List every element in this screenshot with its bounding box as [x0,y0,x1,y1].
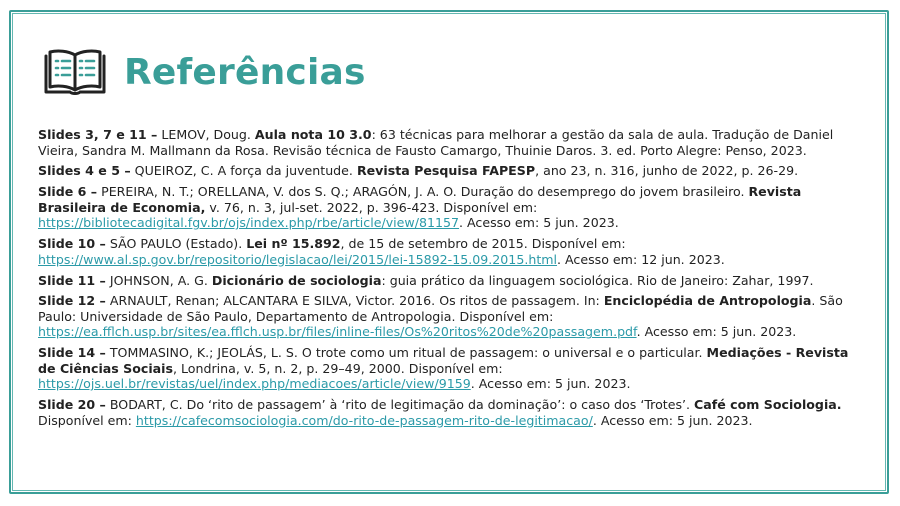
open-book-icon [44,47,106,97]
reference-item [38,184,868,231]
reference-work-title: Mediações - Revista de Ciências Sociais [38,345,849,376]
reference-link[interactable]: https://bibliotecadigital.fgv.br/ojs/index.php/rbe/article/view/81157 [38,215,460,231]
reference-slide-label: Slide 11 – [38,272,106,288]
reference-item [38,127,868,158]
reference-text: . São Paulo: Universidade de São Paulo, Departamento de Antropologia. Disponível em: [38,293,843,324]
reference-slide-label: Slide 12 – [38,293,106,309]
reference-work-title: Revista Pesquisa FAPESP [356,163,536,179]
reference-text: : guia prático da linguagem sociológica. Rio de Janeiro: Zahar, 1997. [381,272,814,288]
reference-work-title: Revista Brasileira de Economia, [38,184,802,215]
reference-text: ARNAULT, Renan; ALCANTARA E SILVA, Victor. 2016. Os ritos de passagem. In: [105,293,604,309]
reference-slide-label: Slides 3, 7 e 11 – [38,127,158,142]
reference-slide-label: Slides 4 e 5 – [38,163,131,179]
header [44,44,366,100]
reference-link[interactable]: https://ea.fflch.usp.br/sites/ea.fflch.usp.br/files/inline-files/Os%20ritos%20de%20passagem.pdf [38,324,637,340]
reference-item [38,236,868,267]
reference-access-date: . Acesso em: 12 jun. 2023. [557,251,725,267]
reference-item [38,273,868,289]
reference-link[interactable]: https://www.al.sp.gov.br/repositorio/legislacao/lei/2015/lei-15892-15.09.2015.html [38,251,558,267]
reference-slide-label: Slide 14 – [38,345,106,361]
reference-work-title: Dicionário de sociologia [211,272,382,288]
reference-item [38,345,868,392]
reference-slide-label: Slide 6 – [38,184,98,200]
reference-text: Disponível em: [38,412,136,428]
reference-access-date: . Acesso em: 5 jun. 2023. [636,324,797,340]
reference-text: : 63 técnicas para melhorar a gestão da sala de aula. Tradução de Daniel Vieira, Sandra M. Mallmann da Rosa. Revisão técnica de Fausto Camargo, Thuinie Daros. 3. ed. Porto Alegre: Penso, 2023. [38,127,834,158]
reference-text: , Londrina, v. 5, n. 2, p. 29–49, 2000. Disponível em: [172,360,503,376]
reference-work-title: Café com Sociologia. [694,397,842,413]
reference-link[interactable]: https://ojs.uel.br/revistas/uel/index.php/mediacoes/article/view/9159 [38,376,471,392]
reference-text: v. 76, n. 3, jul-set. 2022, p. 396-423. Disponível em: [205,199,538,215]
reference-text: SÃO PAULO (Estado). [105,236,247,252]
reference-text: QUEIROZ, C. A força da juventude. [130,163,357,179]
reference-text: PEREIRA, N. T.; ORELLANA, V. dos S. Q.; ARAGÓN, J. A. O. Duração do desemprego do jovem brasileiro. [97,184,749,200]
reference-text: LEMOV, Doug. [157,127,255,142]
reference-slide-label: Slide 10 – [38,236,106,252]
reference-access-date: . Acesso em: 5 jun. 2023. [592,412,753,428]
reference-access-date: . Acesso em: 5 jun. 2023. [459,215,619,231]
reference-work-title: Lei nº 15.892 [246,236,341,252]
reference-text: BODART, C. Do ‘rito de passagem’ à ‘rito de legitimação da dominação’: o caso dos ‘Trotes’. [105,397,695,413]
page-title: Referências [124,51,366,93]
reference-link[interactable]: https://cafecomsociologia.com/do-rito-de-passagem-rito-de-legitimacao/ [135,412,593,428]
reference-text: TOMMASINO, K.; JEOLÁS, L. S. O trote como um ritual de passagem: o universal e o particular. [105,345,707,361]
reference-work-title: Enciclopédia de Antropologia [603,293,812,309]
reference-item [38,397,868,428]
reference-text: , ano 23, n. 316, junho de 2022, p. 26-29. [535,163,799,179]
reference-item [38,163,868,179]
references-list [38,127,868,434]
reference-slide-label: Slide 20 – [38,397,106,413]
reference-item [38,293,868,340]
reference-text: , de 15 de setembro de 2015. Disponível em: [340,236,626,252]
reference-access-date: . Acesso em: 5 jun. 2023. [470,376,631,392]
reference-work-title: Aula nota 10 3.0 [254,127,372,142]
reference-text: JOHNSON, A. G. [105,272,212,288]
